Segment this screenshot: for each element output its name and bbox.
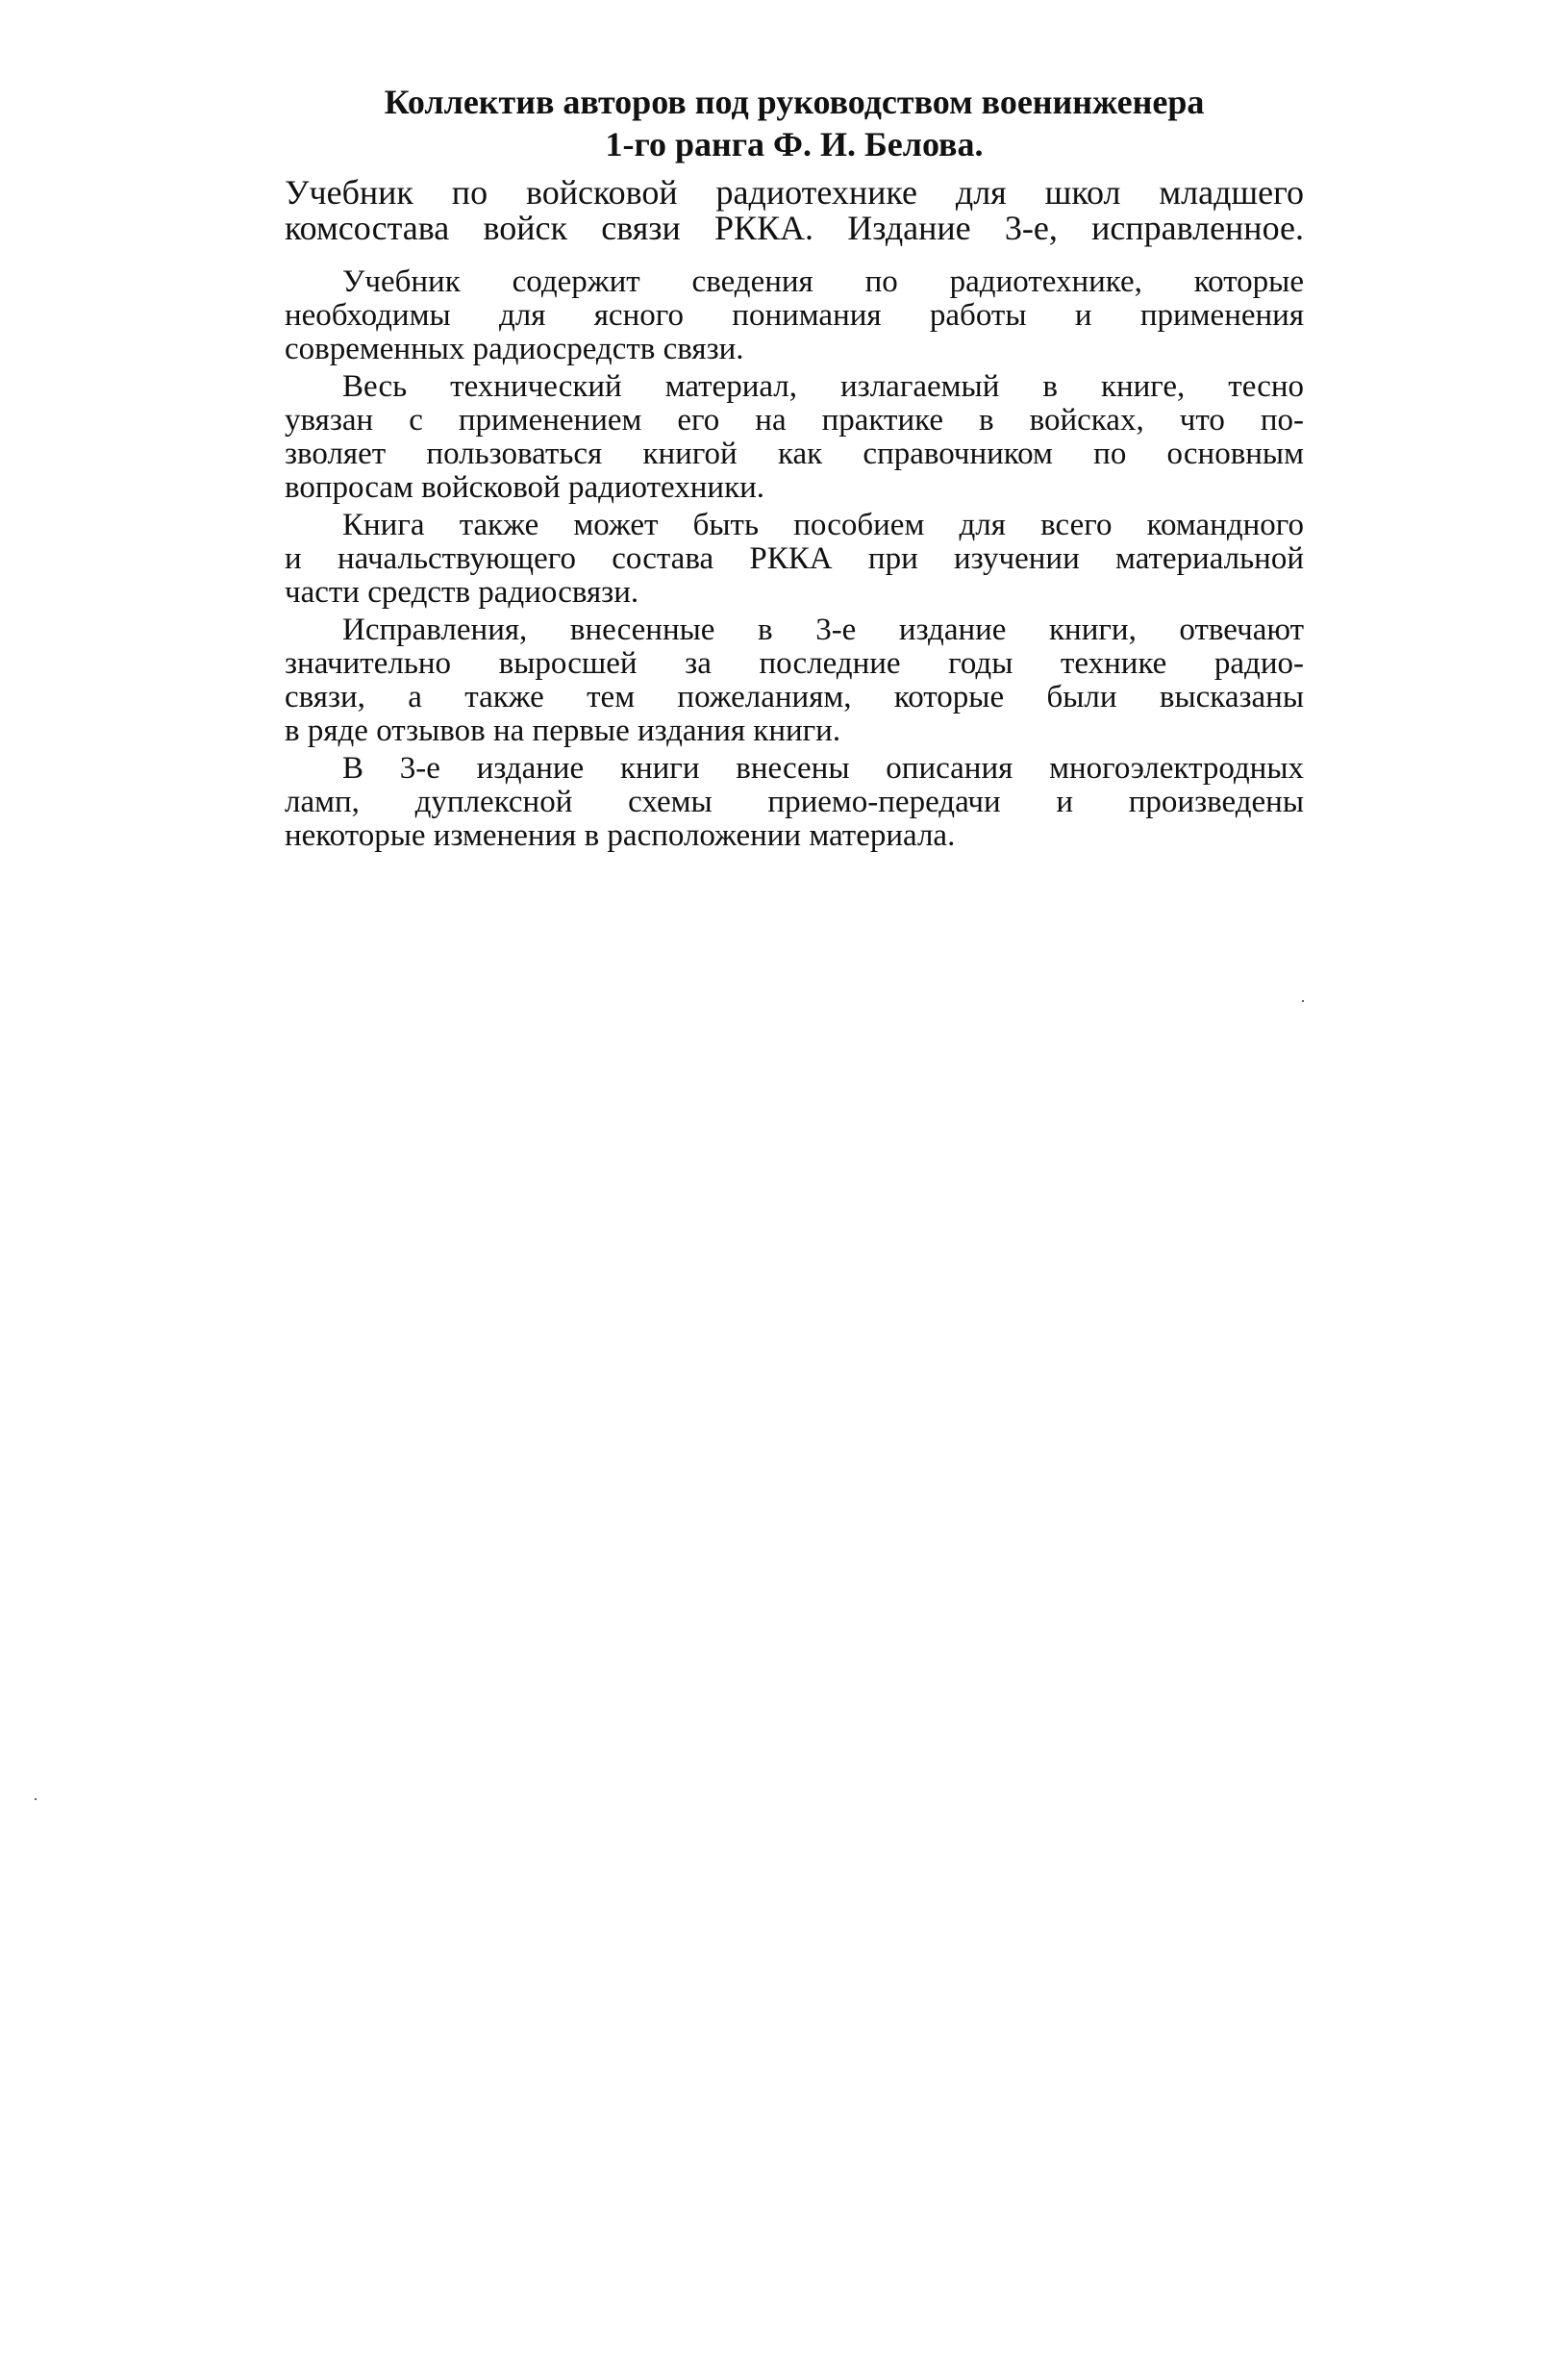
paragraph-line: В 3-е издание книги внесены описания многоэлектродных	[342, 751, 1304, 786]
book-description-line-2: комсостава войск связи РККА. Издание 3-е, исправленное.	[285, 209, 1304, 247]
paragraph-line: современных радиосредств связи.	[285, 332, 744, 366]
authors-heading	[285, 81, 1304, 165]
paragraph-line: некоторые изменения в расположении материала.	[285, 818, 956, 853]
annotation-text-block	[285, 81, 1304, 853]
paragraph-line: Учебник содержит сведения по радиотехнике, которые	[342, 264, 1304, 299]
paragraph-line: части средств радиосвязи.	[285, 575, 639, 610]
paragraph-line: в ряде отзывов на первые издания книги.	[285, 714, 841, 748]
paragraph-line: увязан с применением его на практике в войсках, что по-	[285, 403, 1304, 438]
paragraph-line: и начальствующего состава РККА при изучении материальной	[285, 541, 1304, 576]
paragraph-contents	[285, 265, 1304, 366]
paragraph-additions	[285, 752, 1304, 853]
paragraph-line: необходимы для ясного понимания работы и применения	[285, 298, 1304, 333]
paragraph-line: зволяет пользоваться книгой как справочником по основным	[285, 437, 1304, 471]
paragraph-line: ламп, дуплексной схемы приемо-передачи и произведены	[285, 785, 1304, 819]
paragraph-line: вопросам войсковой радиотехники.	[285, 470, 765, 505]
paragraph-line: Весь технический материал, излагаемый в книге, тесно	[342, 369, 1304, 404]
paragraph-line: Исправления, внесенные в 3-е издание книги, отвечают	[342, 613, 1304, 647]
paragraph-line: Книга также может быть пособием для всего командного	[342, 508, 1304, 542]
scan-speck	[1302, 1000, 1304, 1002]
paragraph-audience	[285, 509, 1304, 610]
authors-heading-line-1: Коллектив авторов под руководством военинженера	[384, 83, 1205, 121]
paragraph-line: связи, а также тем пожеланиям, которые были высказаны	[285, 680, 1304, 714]
paragraph-line: значительно выросшей за последние годы технике радио-	[285, 646, 1304, 681]
book-description-line-1: Учебник по войсковой радиотехнике для школ младшего	[285, 173, 1304, 212]
authors-heading-line-2: 1-го ранга Ф. И. Белова.	[605, 125, 984, 163]
scan-speck	[35, 1798, 37, 1800]
paragraph-corrections	[285, 614, 1304, 748]
book-description	[285, 175, 1304, 246]
paragraph-practice	[285, 370, 1304, 505]
